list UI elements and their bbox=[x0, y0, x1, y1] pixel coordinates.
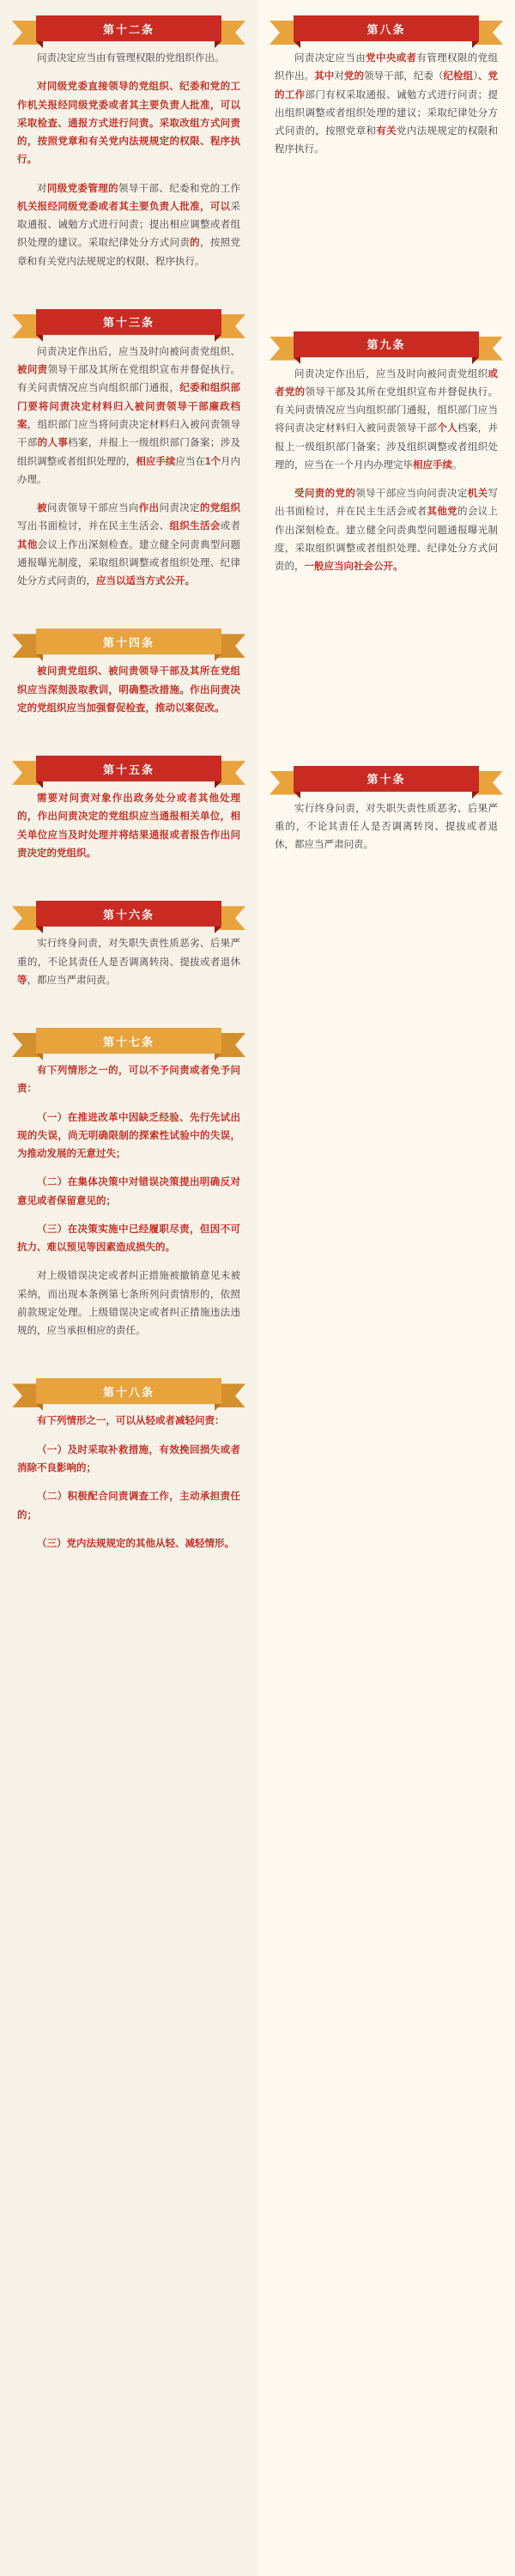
ribbon-notch-right bbox=[215, 781, 221, 788]
emphasis-text: 作出 bbox=[138, 503, 160, 514]
emphasis-text: 机关报经同级党委或者其主要负责人批准， bbox=[17, 201, 210, 212]
body-text: 或者 bbox=[220, 521, 241, 532]
ribbon-notch-left bbox=[36, 335, 43, 342]
emphasis-text: 党中央或者 bbox=[366, 53, 417, 64]
article-title: 第十二条 bbox=[36, 15, 221, 41]
body-text: 部门有权采取通报、诫勉方式进行问责；提出组织调整或者组织处理的建议；采取纪律处分方式问责的，按照党章和 bbox=[275, 89, 498, 137]
ribbon-notch-left bbox=[294, 41, 300, 48]
vertical-spacer bbox=[0, 282, 258, 294]
article-banner bbox=[270, 15, 503, 41]
article-paragraph bbox=[17, 78, 240, 169]
article-paragraph bbox=[17, 1488, 240, 1525]
emphasis-text: 纪检组 bbox=[443, 71, 474, 82]
emphasis-text: 组织生活会 bbox=[169, 521, 221, 532]
article-banner bbox=[270, 766, 503, 792]
emphasis-text: 报经同级党委或者其主要负责人批准， bbox=[47, 100, 221, 111]
emphasis-text: 的党的 bbox=[324, 489, 356, 500]
ribbon-notch-right bbox=[215, 927, 221, 933]
article-title: 第九条 bbox=[294, 331, 479, 357]
emphasis-text: 同级党委管理的 bbox=[46, 183, 118, 194]
body-text: 领导干部应当向问责决定 bbox=[355, 489, 468, 500]
article-title: 第十七条 bbox=[36, 1028, 221, 1054]
ribbon-notch-left bbox=[294, 792, 300, 799]
body-text: 写出书面检讨，并在民主生活会或者 bbox=[275, 489, 499, 518]
article-title: 第十八条 bbox=[36, 1378, 221, 1404]
article-title: 第十条 bbox=[294, 766, 479, 792]
body-text: ，按照党章和有关党内法规规定的权限、程序执行。 bbox=[17, 238, 241, 267]
emphasis-text: 或者党的 bbox=[275, 368, 498, 398]
body-text: 有管理权限的党组织作出。 bbox=[275, 53, 498, 82]
vertical-spacer bbox=[0, 873, 258, 885]
body-text: 写出书面检讨，并在民主生活会、 bbox=[17, 521, 170, 532]
left-column bbox=[0, 0, 258, 1598]
article-section bbox=[258, 15, 515, 160]
emphasis-text: 相应手续 bbox=[136, 456, 176, 467]
article-title: 第十四条 bbox=[36, 629, 221, 654]
emphasis-text: 、党的工作 bbox=[275, 71, 499, 100]
body-text: 档案，并报上一级组织部门备案；涉及组织调整或者组织处理的， bbox=[17, 438, 241, 467]
body-text: 领导干部，纪委（ bbox=[364, 71, 444, 82]
article-section bbox=[258, 331, 515, 577]
article-banner bbox=[12, 901, 245, 927]
article-paragraph bbox=[275, 366, 498, 476]
emphasis-text: 受问责 bbox=[294, 489, 325, 500]
emphasis-text: 机关 bbox=[467, 489, 488, 500]
emphasis-text: （二）在集体决策中对错误决策提出明确反对意见或者保留意见的； bbox=[17, 1177, 240, 1206]
emphasis-text: 一般应当向社会公开。 bbox=[304, 562, 403, 573]
ribbon-notch-right bbox=[215, 1404, 221, 1411]
body-text: 采取通报、诫勉方式进行问责；提出相应调整或者组织处理的建议。采取纪律处分方式问责 bbox=[17, 201, 241, 249]
article-banner bbox=[270, 331, 503, 357]
vertical-spacer bbox=[0, 601, 258, 613]
article-banner bbox=[12, 756, 245, 781]
emphasis-text: 责。采取改组方式问责的，按照 bbox=[17, 118, 240, 148]
emphasis-text: 党的 bbox=[343, 71, 365, 82]
body-text: 领导干部及其所在党组织宣布并督促执行。有关问责情况应当向组织部门通报， bbox=[17, 365, 240, 394]
article-section bbox=[0, 15, 258, 271]
article-paragraph bbox=[17, 1109, 240, 1164]
body-text: 会议上作出深刻检查。建立健全问责典型问题通报曝光制度，采取组织调整或者组织处理、纪律处分方式问责的， bbox=[17, 539, 241, 587]
body-text: 领导干部及其所在党组织宣布并督促执行。有关问责情况应当向组织部门通报，组织部门应当将问责决定材料归入被问责领导干部 bbox=[275, 386, 498, 434]
article-paragraph bbox=[17, 343, 240, 489]
article-paragraph bbox=[17, 1442, 240, 1479]
emphasis-text: 应当以适当方式公开。 bbox=[96, 576, 195, 587]
article-paragraph bbox=[17, 663, 240, 718]
body-text: ，都应当严肃问责。 bbox=[27, 975, 116, 986]
ribbon-notch-left bbox=[294, 357, 300, 364]
article-paragraph bbox=[17, 180, 240, 271]
ribbon-notch-left bbox=[36, 781, 43, 788]
article-section bbox=[0, 756, 258, 863]
vertical-spacer bbox=[0, 728, 258, 740]
article-title: 第十三条 bbox=[36, 309, 221, 335]
ribbon-notch-left bbox=[36, 1404, 43, 1411]
emphasis-text: 可以 bbox=[209, 201, 231, 212]
article-title: 第十五条 bbox=[36, 756, 221, 781]
emphasis-text: 对 bbox=[37, 82, 47, 93]
body-text: 问责决定 bbox=[159, 503, 200, 514]
emphasis-text: 的 bbox=[190, 238, 201, 249]
ribbon-notch-left bbox=[36, 41, 43, 48]
emphasis-text: （一）在推进改革中因缺乏经验、先行先试出现的失误，尚无明确限制的探索性试验中的失误，为推动发展的无意过失； bbox=[17, 1112, 240, 1160]
emphasis-text: 的党组织 bbox=[199, 503, 241, 514]
body-text: 档案，并报上一级组织部门备案；涉及组织调整或者组织处理的，应当在一个月内办理完毕 bbox=[275, 423, 499, 471]
emphasis-text: 被问责党组织、被问责领导干部及其所在党组织应当深刻汲取教训，明确整改措施。作出问责决定的党组织应当加强督促检查，推动以案促改。 bbox=[17, 666, 240, 714]
emphasis-text: 被 bbox=[37, 503, 47, 514]
article-paragraph bbox=[17, 1062, 240, 1099]
body-text: 实行终身问责，对失职失责性质恶劣、后果严重的，不论其责任人是否调离转岗、提拔或者退休，都应当严肃问责。 bbox=[275, 803, 498, 851]
emphasis-text: 其他 bbox=[17, 539, 38, 550]
emphasis-text: 有下列情形之一的，可以不予问责或者免予问责： bbox=[17, 1066, 240, 1095]
ribbon-notch-right bbox=[215, 1054, 221, 1060]
body-text: 党内法规规定的权限和程序执行。 bbox=[275, 126, 499, 155]
ribbon-notch-right bbox=[472, 792, 479, 799]
article-paragraph bbox=[17, 935, 240, 990]
emphasis-text: 的人事 bbox=[37, 438, 69, 449]
body-text: 对 bbox=[334, 71, 344, 82]
vertical-spacer bbox=[0, 1000, 258, 1012]
body-text: 问责决定应当由有管理权限的党组织作出。 bbox=[37, 53, 225, 64]
ribbon-notch-left bbox=[36, 1054, 43, 1060]
article-section bbox=[0, 629, 258, 718]
emphasis-text: 有下列情形之一，可以从轻或者减轻问责： bbox=[37, 1416, 225, 1427]
emphasis-text: 廉政档案 bbox=[17, 401, 241, 430]
emphasis-text: 同级党委直接领导的党组织、 bbox=[46, 82, 180, 93]
ribbon-notch-right bbox=[472, 41, 479, 48]
ribbon-notch-right bbox=[215, 41, 221, 48]
article-banner bbox=[12, 1028, 245, 1054]
body-text: 领导干部、纪委和党的工作 bbox=[118, 183, 241, 194]
article-paragraph bbox=[275, 800, 498, 855]
article-paragraph bbox=[17, 50, 240, 68]
emphasis-text: （二）积极配合问责调查工作，主动承担责任的； bbox=[17, 1492, 240, 1521]
body-text: ，组织部门应当将问责决定材料归入被问责领导干部 bbox=[17, 419, 241, 449]
article-banner bbox=[12, 15, 245, 41]
body-text: 对上级错误决定或者纠正措施被撤销意见未被采纳，而出现本条例第七条所列问责情形的，依照前款规定处理。上级错误决定或者纠正措施违法违规的，应当承担相应的责任。 bbox=[17, 1271, 240, 1337]
article-title: 第十六条 bbox=[36, 901, 221, 927]
article-banner bbox=[12, 629, 245, 654]
emphasis-text: 有关 bbox=[376, 126, 397, 137]
right-column bbox=[258, 0, 515, 899]
article-paragraph bbox=[17, 500, 240, 591]
emphasis-text: 等 bbox=[17, 975, 27, 986]
article-paragraph bbox=[17, 1221, 240, 1258]
emphasis-text: （一）及时采取补救措施，有效挽回损失或者消除不良影响的； bbox=[17, 1444, 240, 1474]
body-text: 实行终身问责，对失职失责性质恶劣、后果严重的，不论其责任人是否调离转岗、提拔或者退休 bbox=[17, 939, 240, 968]
emphasis-text: 1个 bbox=[205, 456, 221, 467]
article-section bbox=[0, 901, 258, 990]
body-text: ） bbox=[473, 71, 478, 82]
ribbon-notch-left bbox=[36, 654, 43, 661]
article-paragraph bbox=[17, 1174, 240, 1211]
ribbon-notch-left bbox=[36, 927, 43, 933]
article-paragraph bbox=[17, 1413, 240, 1431]
vertical-spacer bbox=[258, 170, 515, 316]
emphasis-text: 相应手续 bbox=[413, 459, 452, 471]
emphasis-text: 其中 bbox=[314, 71, 335, 82]
body-text: 应当在 bbox=[175, 456, 206, 467]
article-section bbox=[0, 1028, 258, 1340]
body-text: 问责决定作出后，应当及时向被问责党组织、 bbox=[37, 346, 240, 357]
article-paragraph bbox=[17, 1267, 240, 1340]
ribbon-notch-right bbox=[215, 654, 221, 661]
emphasis-text: 党章和有关党内法规规定的权限、 bbox=[58, 137, 210, 148]
article-section bbox=[0, 1378, 258, 1553]
body-text: 的会议上作出深刻检查。建立健全问责典型问题通报曝光制度，采取组织调整或者组织处理、纪律处分方式问责的， bbox=[275, 507, 498, 573]
article-paragraph bbox=[275, 485, 498, 576]
article-paragraph bbox=[17, 1535, 240, 1553]
body-text: 。 bbox=[452, 459, 463, 471]
vertical-spacer bbox=[0, 1351, 258, 1363]
body-text: 月内办理。 bbox=[17, 456, 241, 485]
ribbon-notch-right bbox=[472, 357, 479, 364]
emphasis-text: 纪委和组织部门要将问责决定材料归入被问责领导干部 bbox=[17, 383, 241, 412]
emphasis-text: 程序执行。 bbox=[17, 137, 241, 166]
emphasis-text: （三）在决策实施中已经履职尽责，但因不可抗力、难以预见等因素造成损失的。 bbox=[17, 1224, 240, 1254]
emphasis-text: 被问责 bbox=[17, 365, 48, 376]
article-section bbox=[258, 766, 515, 855]
emphasis-text: 个人 bbox=[437, 423, 458, 434]
body-text: 问责决定作出后，应当及时向被问责党组织 bbox=[294, 368, 488, 380]
emphasis-text: 纪委和党的工作机关 bbox=[17, 82, 241, 111]
article-paragraph bbox=[275, 50, 498, 160]
emphasis-text: （三）党内法规规定的其他从轻、减轻情形。 bbox=[37, 1538, 234, 1549]
vertical-spacer bbox=[258, 587, 515, 750]
body-text: 对 bbox=[37, 183, 47, 194]
article-paragraph bbox=[17, 790, 240, 863]
body-text: 问责决定应当由 bbox=[294, 53, 367, 64]
body-text: 问责领导干部应当向 bbox=[46, 503, 139, 514]
article-title: 第八条 bbox=[294, 15, 479, 41]
article-section bbox=[0, 309, 258, 591]
emphasis-text: 需要对问责对象作出政务处分或者其他处理的，作出问责决定的党组织应当通报相关单位，相关单位应当及时处理并将结果通报或者报告作出问责决定的党组织。 bbox=[17, 793, 240, 859]
emphasis-text: 可以采取检查、通报方式进行问 bbox=[17, 100, 241, 129]
emphasis-text: 其他党 bbox=[427, 507, 457, 518]
article-banner bbox=[12, 1378, 245, 1404]
article-banner bbox=[12, 309, 245, 335]
ribbon-notch-right bbox=[215, 335, 221, 342]
